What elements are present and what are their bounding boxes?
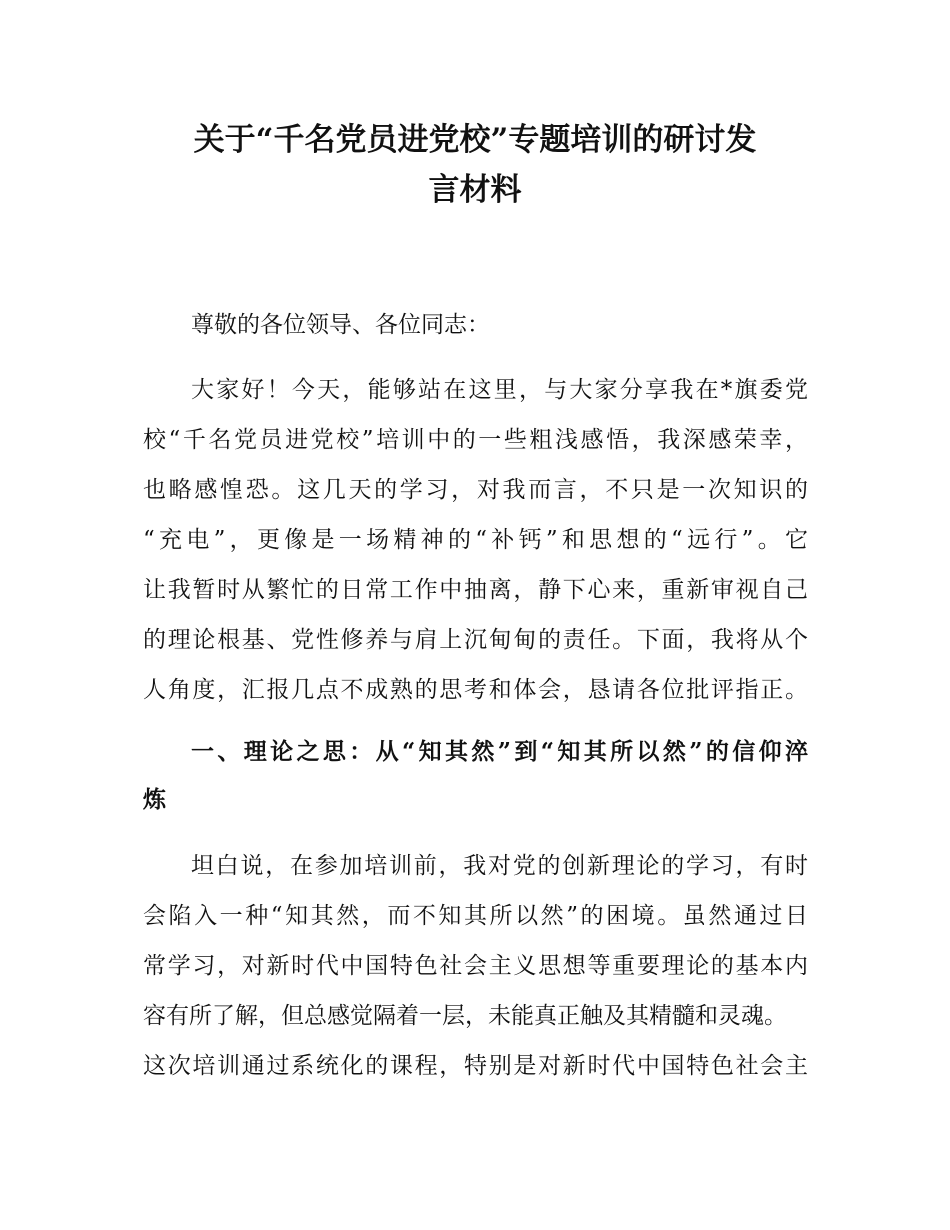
text-line: 让我暂时从繁忙的日常工作中抽离，静下心来，重新审视自己 <box>143 577 808 603</box>
text-line: 校“千名党员进党校”培训中的一些粗浅感悟，我深感荣幸， <box>143 427 808 453</box>
salutation-text: 尊敬的各位领导、各位同志： <box>191 312 490 338</box>
text-line: 人角度，汇报几点不成熟的思考和体会，恳请各位批评指正。 <box>143 677 808 703</box>
text-line: 也略感惶恐。这几天的学习，对我而言，不只是一次知识的 <box>143 477 808 503</box>
text-line: 会陷入一种“知其然，而不知其所以然”的困境。虽然通过日 <box>143 903 808 929</box>
text-line: 容有所了解，但总感觉隔着一层，未能真正触及其精髓和灵魂。 <box>143 1003 787 1029</box>
paragraph-2 <box>143 841 808 1091</box>
document-title <box>100 115 850 215</box>
salutation <box>143 300 808 350</box>
text-line: “充电”，更像是一场精神的“补钙”和思想的“远行”。它 <box>143 527 808 553</box>
text-line: 的理论根基、党性修养与肩上沉甸甸的责任。下面，我将从个 <box>143 627 808 653</box>
title-line: 关于“千名党员进党校”专题培训的研讨发 <box>193 122 757 158</box>
text-line: 大家好！今天，能够站在这里，与大家分享我在*旗委党 <box>191 377 808 403</box>
title-line: 言材料 <box>428 172 522 208</box>
heading-line: 炼 <box>143 786 166 813</box>
text-line: 这次培训通过系统化的课程，特别是对新时代中国特色社会主 <box>143 1053 808 1079</box>
text-line: 常学习，对新时代中国特色社会主义思想等重要理论的基本内 <box>143 953 808 979</box>
section-heading-1 <box>143 728 808 824</box>
heading-line: 一、理论之思：从“知其然”到“知其所以然”的信仰淬 <box>191 738 808 765</box>
paragraph-1 <box>143 365 808 715</box>
text-line: 坦白说，在参加培训前，我对党的创新理论的学习，有时 <box>191 853 808 879</box>
